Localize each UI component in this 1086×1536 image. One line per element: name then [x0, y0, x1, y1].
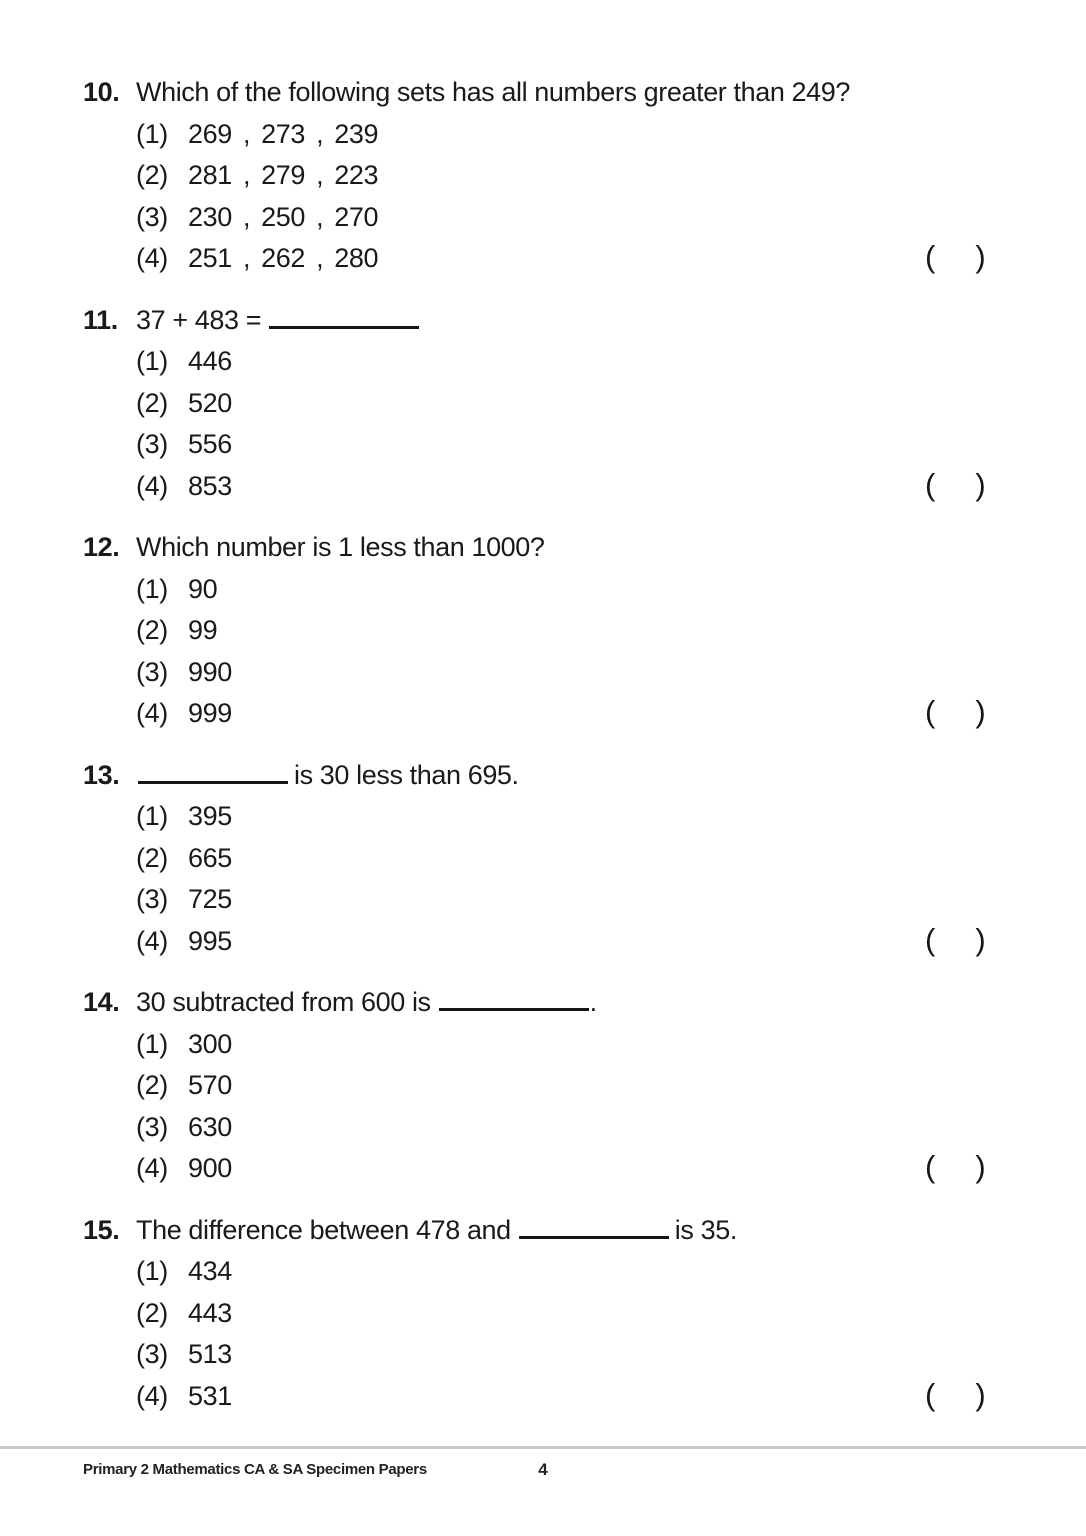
option-value: 443 — [188, 1297, 232, 1328]
option-label: (3) — [136, 656, 168, 687]
option-label: (4) — [136, 470, 168, 501]
option-value: 99 — [188, 615, 218, 645]
question-stem — [83, 72, 1086, 114]
option-value: 90 — [188, 573, 218, 604]
questions-area — [83, 72, 1086, 1437]
option-label: (4) — [136, 1153, 168, 1183]
option-1 — [83, 341, 1086, 383]
option-label: (4) — [136, 243, 168, 273]
option-value: 446 — [188, 346, 232, 376]
option-label: (2) — [136, 615, 168, 645]
question-text: Which of the following sets has all numbers greater than 249? — [136, 77, 851, 107]
option-1 — [83, 1024, 1086, 1066]
bracket-close: ) — [975, 239, 986, 274]
question-15 — [83, 1210, 1086, 1418]
footer-title: Primary 2 Mathematics CA & SA Specimen Papers — [83, 1461, 427, 1478]
bracket-close: ) — [975, 466, 986, 502]
option-label: (4) — [136, 925, 168, 956]
option-3 — [83, 1334, 1086, 1376]
option-3 — [83, 424, 1086, 466]
option-label: (3) — [136, 884, 168, 914]
answer-blank — [138, 781, 288, 784]
option-label: (1) — [136, 573, 168, 604]
option-value: 570 — [188, 1070, 232, 1100]
option-3 — [83, 197, 1086, 239]
answer-blank — [519, 1236, 669, 1239]
question-text — [136, 1210, 737, 1252]
option-3 — [83, 652, 1086, 694]
answer-bracket — [925, 236, 986, 278]
option-label: (1) — [136, 1256, 168, 1286]
question-number: 14. — [83, 987, 120, 1017]
option-label: (3) — [136, 201, 168, 232]
question-number: 10. — [83, 77, 120, 107]
answer-blank — [269, 326, 419, 329]
option-label: (3) — [136, 429, 168, 459]
question-text — [136, 982, 597, 1024]
option-2 — [83, 1065, 1086, 1107]
option-value: 281 , 279 , 223 — [188, 160, 379, 190]
question-10 — [83, 72, 1086, 280]
option-label: (4) — [136, 1380, 168, 1411]
question-14 — [83, 982, 1086, 1190]
stem-text: 30 subtracted from 600 is — [136, 987, 431, 1017]
question-stem — [83, 982, 1086, 1024]
option-label: (2) — [136, 1297, 168, 1328]
bracket-open: ( — [925, 239, 936, 274]
option-label: (2) — [136, 842, 168, 873]
option-3 — [83, 879, 1086, 921]
option-value: 999 — [188, 698, 232, 728]
option-label: (3) — [136, 1339, 168, 1369]
answer-blank — [439, 1008, 589, 1011]
question-text — [136, 300, 425, 342]
answer-bracket — [925, 1374, 986, 1416]
bracket-close: ) — [975, 1376, 986, 1412]
option-2 — [83, 1293, 1086, 1335]
bracket-open: ( — [925, 466, 936, 502]
option-value: 556 — [188, 429, 232, 459]
option-value: 990 — [188, 656, 232, 687]
stem-text: The difference between 478 and — [136, 1214, 511, 1245]
option-label: (4) — [136, 698, 168, 728]
option-1 — [83, 796, 1086, 838]
option-label: (2) — [136, 1070, 168, 1100]
question-number: 15. — [83, 1214, 120, 1245]
stem-text-after: . — [589, 987, 597, 1017]
option-label: (3) — [136, 1111, 168, 1142]
option-label: (1) — [136, 346, 168, 376]
option-2 — [83, 155, 1086, 197]
question-stem — [83, 755, 1086, 797]
footer-page-number: 4 — [538, 1460, 548, 1479]
question-stem — [83, 527, 1086, 569]
question-12 — [83, 527, 1086, 735]
question-number: 12. — [83, 532, 120, 562]
option-label: (1) — [136, 118, 168, 149]
question-number: 11. — [83, 304, 118, 335]
option-2 — [83, 838, 1086, 880]
option-2 — [83, 610, 1086, 652]
stem-text: is 30 less than 695. — [294, 759, 519, 790]
option-value: 269 , 273 , 239 — [188, 118, 379, 149]
option-3 — [83, 1107, 1086, 1149]
footer-divider — [0, 1446, 1086, 1449]
option-label: (2) — [136, 387, 168, 418]
question-stem — [83, 1210, 1086, 1252]
stem-text-after: is 35. — [674, 1214, 737, 1245]
question-stem — [83, 300, 1086, 342]
question-text — [136, 755, 519, 797]
answer-bracket — [925, 691, 986, 733]
option-value: 531 — [188, 1380, 232, 1411]
option-1 — [83, 1251, 1086, 1293]
option-1 — [83, 114, 1086, 156]
stem-text: 37 + 483 = — [136, 304, 262, 335]
option-2 — [83, 383, 1086, 425]
option-value: 725 — [188, 884, 232, 914]
option-value: 900 — [188, 1153, 232, 1183]
question-number: 13. — [83, 759, 120, 790]
option-value: 513 — [188, 1339, 232, 1369]
question-13 — [83, 755, 1086, 963]
option-value: 300 — [188, 1028, 232, 1059]
answer-bracket — [925, 464, 986, 506]
option-label: (1) — [136, 801, 168, 831]
question-11 — [83, 300, 1086, 508]
option-value: 251 , 262 , 280 — [188, 243, 379, 273]
answer-bracket — [925, 1146, 986, 1188]
option-value: 630 — [188, 1111, 232, 1142]
option-label: (1) — [136, 1028, 168, 1059]
bracket-close: ) — [975, 694, 986, 729]
option-value: 520 — [188, 387, 232, 418]
answer-bracket — [925, 919, 986, 961]
option-1 — [83, 569, 1086, 611]
bracket-open: ( — [925, 694, 936, 729]
bracket-open: ( — [925, 921, 936, 957]
bracket-open: ( — [925, 1149, 936, 1184]
option-value: 995 — [188, 925, 232, 956]
option-value: 395 — [188, 801, 232, 831]
option-value: 434 — [188, 1256, 232, 1286]
question-text: Which number is 1 less than 1000? — [136, 532, 545, 562]
bracket-close: ) — [975, 921, 986, 957]
bracket-open: ( — [925, 1376, 936, 1412]
option-value: 665 — [188, 842, 232, 873]
option-label: (2) — [136, 160, 168, 190]
option-value: 230 , 250 , 270 — [188, 201, 379, 232]
bracket-close: ) — [975, 1149, 986, 1184]
option-value: 853 — [188, 470, 232, 501]
